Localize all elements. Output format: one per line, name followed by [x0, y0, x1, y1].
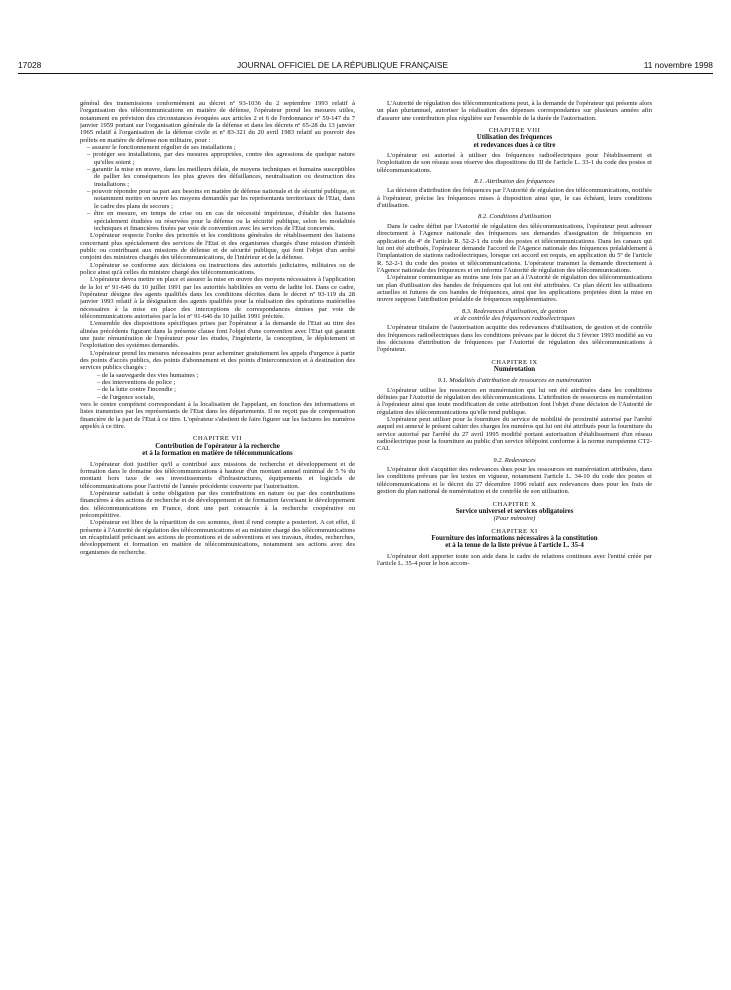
chapter-title — [377, 535, 652, 550]
page-header — [18, 52, 713, 74]
section-heading-line: 8.3. Redevances d'utilisation, de gestion — [461, 307, 568, 315]
paragraph: L'opérateur doit s'acquitter des redevances dues pour les ressources en numérotation attribuées, dans les conditions prévues par les textes en vigueur, notamment l'article L. 34-10 du code des postes et télécommunications et le décret du 27 décembre 1996 relatif aux redevances dues pour les frais de gestion du plan national de numérotation et de contrôle de son utilisation. — [377, 466, 652, 496]
chapter-title-line: et redevances dues à ce titre — [473, 141, 556, 149]
paragraph: L'opérateur est libre de la répartition de ces sommes, dont il rend compte a posteriori. A cet effet, il présente à l'Autorité de régulation des télécommunications et au ministre chargé des télécommunications un récapitulatif précisant ses actions de promotions et de subventions et ses travaux, études, recherches, développement et formation en matière de télécommunications, notamment ses actions avec des organismes de recherche. — [80, 519, 355, 556]
section-heading — [377, 308, 652, 323]
paragraph: général des transmissions conformément au décret nº 93-1036 du 2 septembre 1993 relatif à l'organisation des télécommunications en matière de défense, l'opérateur prend les mesures utiles, notamment en prévision des circonstances évoquées aux articles 2 et 6 de l'ordonnance nº 59-147 du 7 janvier 1959 portant sur l'organisation générale de la défense et dans les décrets nº 65-28 du 13 janvier 1965 relatif à l'organisation de la défense civile et nº 83-321 du 20 avril 1983 relatif au pouvoir des préfets en matière de défense non militaire, pour : — [80, 100, 355, 144]
chapter-label: CHAPITRE XI — [491, 527, 538, 535]
paragraph: vers le centre compétent correspondant à la localisation de l'appelant, en fonction des informations et listes transmises par les représentants de l'Etat dans les départements. Il ne reçoit pas de compensation financière de la part de l'Etat à ce titre. L'opérateur s'abstient de faire figurer sur les factures les numéros appelés à ce titre. — [80, 401, 355, 431]
paragraph: L'opérateur prend les mesures nécessaires pour acheminer gratuitement les appels d'urgence à partir des points d'accès publics, des points d'abonnement et des points d'interconnexion et à destination des services publics chargés : — [80, 349, 355, 372]
chapter-label: CHAPITRE X — [492, 500, 537, 508]
paragraph: L'opérateur se conforme aux décisions ou instructions des autorités judiciaires, militaires ou de police ainsi qu'à celles du ministre chargé des télécommunications. — [80, 261, 355, 276]
journal-title: JOURNAL OFFICIEL DE LA RÉPUBLIQUE FRANÇAISE — [236, 60, 449, 70]
paragraph: L'opérateur utilise les ressources en numérotation qui lui ont été attribuées dans les conditions définies par l'Autorité de régulation des télécommunications. L'attribution de ressources en numérotation à l'opérateur ainsi que toute modification de cette attribution font l'objet d'une décision de l'Autorité de régulation des télécommunications qu'elle rend publique. — [377, 386, 652, 416]
list-item: – garantir la mise en œuvre, dans les meilleurs délais, de moyens techniques et humains susceptibles de pallier les conséquences les plus graves des défaillances, neutralisation ou destruction des installations ; — [87, 166, 355, 188]
section-heading-line: et de contrôle des fréquences radioélectriques — [454, 314, 575, 322]
publication-date: 11 novembre 1998 — [643, 60, 713, 70]
paragraph: L'Autorité de régulation des télécommunications peut, à la demande de l'opérateur qui présente alors un plan pluriannuel, autoriser la réalisation des dépenses correspondantes sur plusieurs années afin d'assurer une contribution plus régulière sur l'ensemble de la durée de l'autorisation. — [377, 100, 652, 122]
emergency-services-list — [80, 372, 355, 401]
chapter-title-line: et à la formation en matière de télécommunications — [142, 450, 293, 458]
paragraph: L'opérateur titulaire de l'autorisation acquitte des redevances d'utilisation, de gestion et de contrôle des fréquences radioélectriques dans les conditions prévues par le décret du 3 février 1993 modifié au vu des décisions d'attribution de fréquences par l'Autorité de régulation des télécommunications à l'opérateur. — [377, 324, 652, 354]
paragraph: L'opérateur peut utiliser pour la fourniture du service de mobilité de proximité autorisé par l'arrêté auquel est annexé le présent cahier des charges les numéros qui lui ont été attribués pour la fourniture du service autorisé par l'arrêté du 27 avril 1995 modifié portant autorisation d'établissement d'un réseau radioélectrique pour la fourniture au public d'un service télépoint conforme à la norme européenne CT2-CAI. — [377, 416, 652, 453]
defense-measures-list — [80, 144, 355, 232]
section-heading: 9.2. Redevances — [493, 456, 536, 464]
page-number: 17028 — [18, 60, 42, 70]
list-item: – protéger ses installations, par des mesures appropriées, contre des agressions de quelque nature qu'elles soient ; — [87, 151, 355, 166]
chapter-title — [80, 443, 355, 458]
chapter-title — [377, 134, 652, 149]
section-heading: 8.1. Attribution des fréquences — [474, 178, 555, 186]
list-item: – assurer le fonctionnement régulier de ses installations ; — [87, 144, 236, 152]
paragraph: L'ensemble des dispositions spécifiques prises par l'opérateur à la demande de l'Etat au titre des alinéas précédents figurant dans la présente clause font l'objet d'une convention avec l'Etat qui garantit une juste rémunération de l'opérateur pour les études, l'ingénierie, la conception, le déploiement et l'exploitation des systèmes demandés. — [80, 320, 355, 350]
section-heading: 9.1. Modalités d'attribution de ressources en numérotation — [437, 377, 592, 385]
chapter-label: CHAPITRE IX — [491, 358, 538, 366]
list-item: – des interventions de police ; — [97, 379, 176, 387]
chapter-title-line: Utilisation des fréquences — [476, 134, 553, 142]
chapter-title: Numérotation — [493, 366, 536, 373]
section-heading: 8.2. Conditions d'utilisation — [477, 213, 552, 221]
chapter-title-line: et à la tenue de la liste prévue à l'article L. 35-4 — [445, 542, 584, 550]
paragraph: L'opérateur satisfait à cette obligation par des contributions en nature ou par des contributions financières à des actions de recherche et de développement et de formation favorisant le développement des télécommunications en France, dont une part consacrée à la recherche coopérative ou précompétitive. — [80, 489, 355, 519]
body-columns — [80, 100, 652, 986]
pour-memoire-note: (Pour mémoire) — [493, 515, 536, 523]
chapter-label: CHAPITRE VII — [193, 435, 242, 443]
paragraph: L'opérateur doit apporter toute son aide dans le cadre de relations continues avec l'entité créée par l'article L. 35-4 pour le bon accom- — [377, 552, 652, 567]
paragraph: L'opérateur doit justifier qu'il a contribué aux missions de recherche et développement et de formation dans le domaine des télécommunications à hauteur d'un montant annuel minimal de 5 % du montant hors taxe de ses investissements d'infrastructures, équipements et logiciels de télécommunications pour l'activité de l'année précédente couverte par l'autorisation. — [80, 460, 355, 490]
left-column — [80, 100, 355, 986]
list-item: – pouvoir répondre pour sa part aux besoins en matière de défense nationale et de sécurité publique, et notamment mettre en œuvre les moyens demandés par les représentants territoriaux de l'Etat, dans le cadre des plans de secours ; — [87, 188, 355, 210]
paragraph: L'opérateur communique au moins une fois par an à l'Autorité de régulation des télécommunications un plan d'utilisation des bandes de fréquences qui lui ont été attribuées. Ce plan décrit les utilisations actuelles et futures de ces bandes de fréquences, ainsi que les applications projetées dont la mise en œuvre suppose l'attribution préalable de fréquences supplémentaires. — [377, 274, 652, 304]
chapter-title-line: Fourniture des informations nécessaires à la constitution — [431, 534, 598, 542]
chapter-label: CHAPITRE VIII — [488, 127, 541, 135]
paragraph: L'opérateur est autorisé à utiliser des fréquences radioélectriques pour l'établissement et l'exploitation de son réseau sous réserve des dispositions du III de l'article L. 33-1 du code des postes et télécommunications. — [377, 152, 652, 174]
list-item: – être en mesure, en temps de crise ou en cas de nécessité impérieuse, d'établir des liaisons spécialement étudiées ou réservées pour la défense ou la sécurité publique, selon les modalités techniques et financières fixées par voie de convention avec les services de l'Etat concernés. — [87, 210, 355, 232]
paragraph: La décision d'attribution des fréquences par l'Autorité de régulation des télécommunications, notifiée à l'opérateur, précise les fréquences mises à disposition ainsi que, le cas échéant, leurs conditions d'utilisation. — [377, 187, 652, 210]
list-item: – de la sauvegarde des vies humaines ; — [97, 371, 199, 379]
paragraph: L'opérateur respecte l'ordre des priorités et les conditions générales de rétablissement des liaisons concernant plus spécialement des services de l'Etat et des organismes chargés d'une mission d'intérêt public ou contribuant aux missions de défense et de sécurité publique, qui font l'objet d'un arrêté conjoint des ministres chargés des télécommunications, de l'intérieur et de la défense. — [80, 232, 355, 262]
list-item: – de l'urgence sociale, — [97, 393, 155, 401]
list-item: – de la lutte contre l'incendie ; — [97, 386, 176, 394]
chapter-title-line: Contribution de l'opérateur à la recherche — [155, 442, 280, 450]
right-column — [377, 100, 652, 986]
paragraph: Dans le cadre défini par l'Autorité de régulation des télécommunications, l'opérateur peut adresser directement à l'Agence nationale des fréquences ses demandes d'assignation de fréquences en application du 4º de l'article R. 52-2-1 du code des postes et télécommunications. Dans les canaux qui lui ont été attribués, l'opérateur demande l'accord de l'Agence nationale des fréquences préalablement à l'implantation de stations radioélectriques, lorsque cet accord est requis, en application du 5º de l'article R. 52-2-1 du code des postes et télécommunications. L'opérateur transmet la demande directement à l'Agence nationale des fréquences et en informe l'Autorité de régulation des télécommunications. — [377, 222, 652, 274]
chapter-title: Service universel et services obligatoires — [455, 507, 574, 515]
paragraph: L'opérateur devra mettre en place et assurer la mise en œuvre des moyens nécessaires à l'application de la loi nº 91-646 du 10 juillet 1991 par les autorités habilitées en vertu de ladite loi. Dans ce cadre, l'opérateur désigne des agents qualifiés dans les conditions décrites dans le décret nº 93-119 du 28 janvier 1993 relatif à la désignation des agents qualifiés pour la réalisation des opérations matérielles nécessaires à la mise en place des interceptions de correspondances émises par voie de télécommunications autorisées par la loi nº 91-646 du 10 juillet 1991 précitée. — [80, 276, 355, 320]
